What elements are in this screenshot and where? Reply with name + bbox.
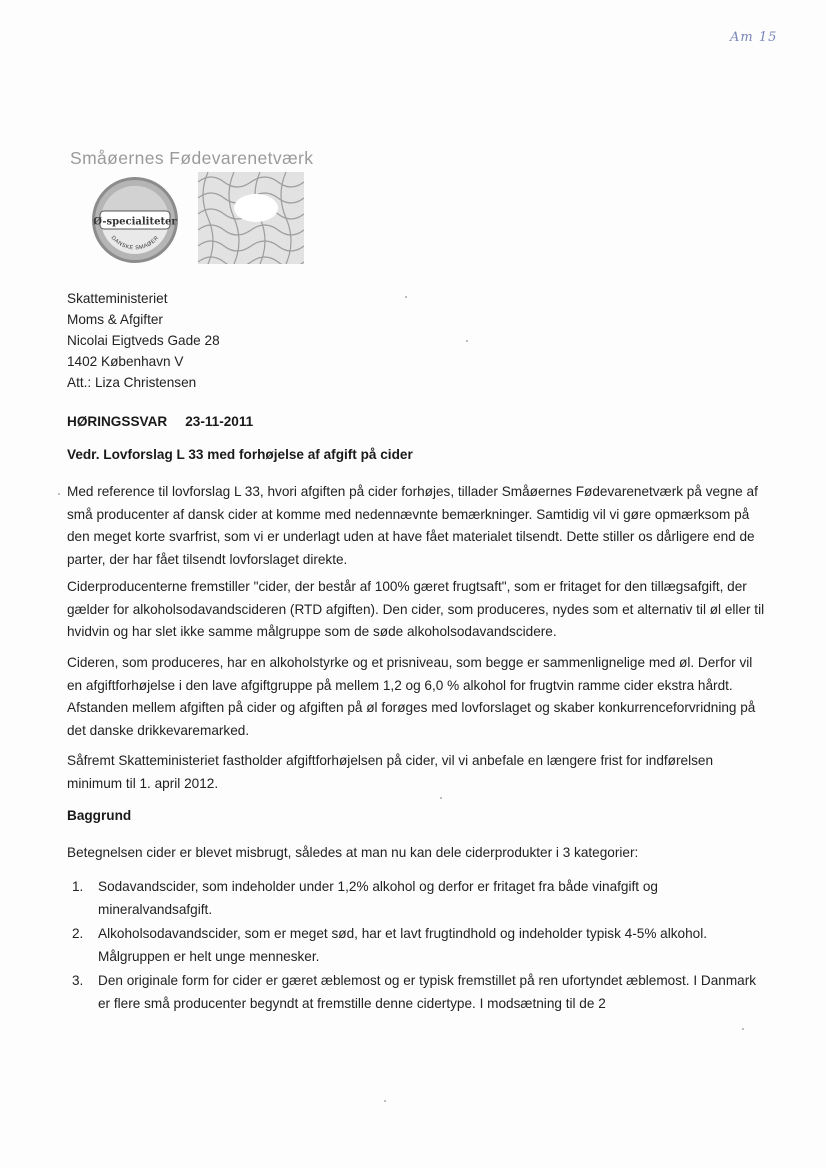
scan-speck: [742, 1028, 744, 1030]
handwritten-note: Am 15: [730, 30, 778, 45]
list-text: Alkoholsodavandscider, som er meget sød, har et lavt frugtindhold og indeholder typisk 4-5% alkohol. Målgruppen er helt unge mennesker.: [98, 926, 708, 964]
recipient-line: Nicolai Eigtveds Gade 28: [67, 333, 220, 348]
heading-label: HØRINGSSVAR: [67, 414, 168, 429]
list-number: 2.: [72, 926, 84, 941]
heading-date: 23-11-2011: [185, 414, 254, 429]
list-item: [67, 923, 757, 968]
svg-text:Ø-specialiteter: Ø-specialiteter: [93, 216, 177, 228]
document-heading: [67, 414, 253, 429]
svg-text:DANSKE SMAØER: DANSKE SMAØER: [109, 235, 161, 252]
list-number: 3.: [72, 973, 84, 988]
recipient-line: Moms & Afgifter: [67, 312, 163, 327]
decorative-pattern-logo: [198, 172, 304, 264]
list-item: [67, 876, 757, 921]
list-item: [67, 970, 757, 1015]
scan-speck: [405, 296, 407, 298]
body-paragraph: Ciderproducenterne fremstiller "cider, der består af 100% gæret frugtsaft", som er fritaget for den tillægsafgift, der gælder for alkoholsodavandscideren (RTD afgiften). Den cider, som produceres, nydes som et alternativ til øl eller til hvidvin og har slet ikke samme målgruppe som de søde alkoholsodavandscidere.: [67, 579, 765, 639]
body-paragraph: Cideren, som produceres, har en alkoholstyrke og et prisniveau, som begge er sammenlignelige med øl. Derfor vil en afgiftforhøjelse i den lave afgiftgruppe på mellem 1,2 og 6,0 % alkohol for frugtvin ramme cider ekstra hårdt. Afstanden mellem afgiften på cider og afgiften på øl forøges med lovforslaget og skaber konkurrenceforvridning på det danske drikkevaremarked.: [67, 655, 756, 738]
recipient-address: [67, 288, 220, 393]
body-paragraph: Med reference til lovforslag L 33, hvori afgiften på cider forhøjes, tillader Småøernes Fødevarenetværk på vegne af små producenter af dansk cider at komme med nedennævnte bemærkninger. Samtidig vil vi gøre opmærksom på den meget korte svarfrist, som vi er underlagt uden at have fået materialet tilsendt. Dette stiller os dårligere end de parter, der har fået tilsendt lovforslaget direkte.: [67, 484, 758, 567]
subject-line: Vedr. Lovforslag L 33 med forhøjelse af afgift på cider: [67, 447, 413, 462]
scan-speck: [440, 797, 442, 799]
body-paragraph: Såfremt Skatteministeriet fastholder afgiftforhøjelsen på cider, vil vi anbefale en længere frist for indførelsen minimum til 1. april 2012.: [67, 753, 714, 791]
list-text: Sodavandscider, som indeholder under 1,2% alkohol og derfor er fritaget fra både vinafgift og mineralvandsafgift.: [98, 879, 658, 917]
section-heading: Baggrund: [67, 808, 132, 823]
scan-speck: [384, 1100, 386, 1102]
section-intro: Betegnelsen cider er blevet misbrugt, således at man nu kan dele ciderprodukter i 3 kategorier:: [67, 845, 639, 860]
recipient-line: Skatteministeriet: [67, 291, 168, 306]
list-text: Den originale form for cider er gæret æblemost og er typisk fremstillet på ren ufortyndet æblemost. I Danmark er flere små producenter begyndt at fremstille denne cidertype. I modsætning til de 2: [98, 973, 757, 1011]
letterhead-organization: Småøernes Fødevarenetværk: [70, 148, 314, 168]
scan-speck: [58, 493, 60, 495]
category-list: [67, 876, 757, 1017]
scan-speck: [466, 340, 468, 342]
o-specialiteter-seal-logo: [90, 175, 180, 265]
recipient-line: Att.: Liza Christensen: [67, 375, 197, 390]
list-number: 1.: [72, 879, 84, 894]
recipient-line: 1402 København V: [67, 354, 184, 369]
